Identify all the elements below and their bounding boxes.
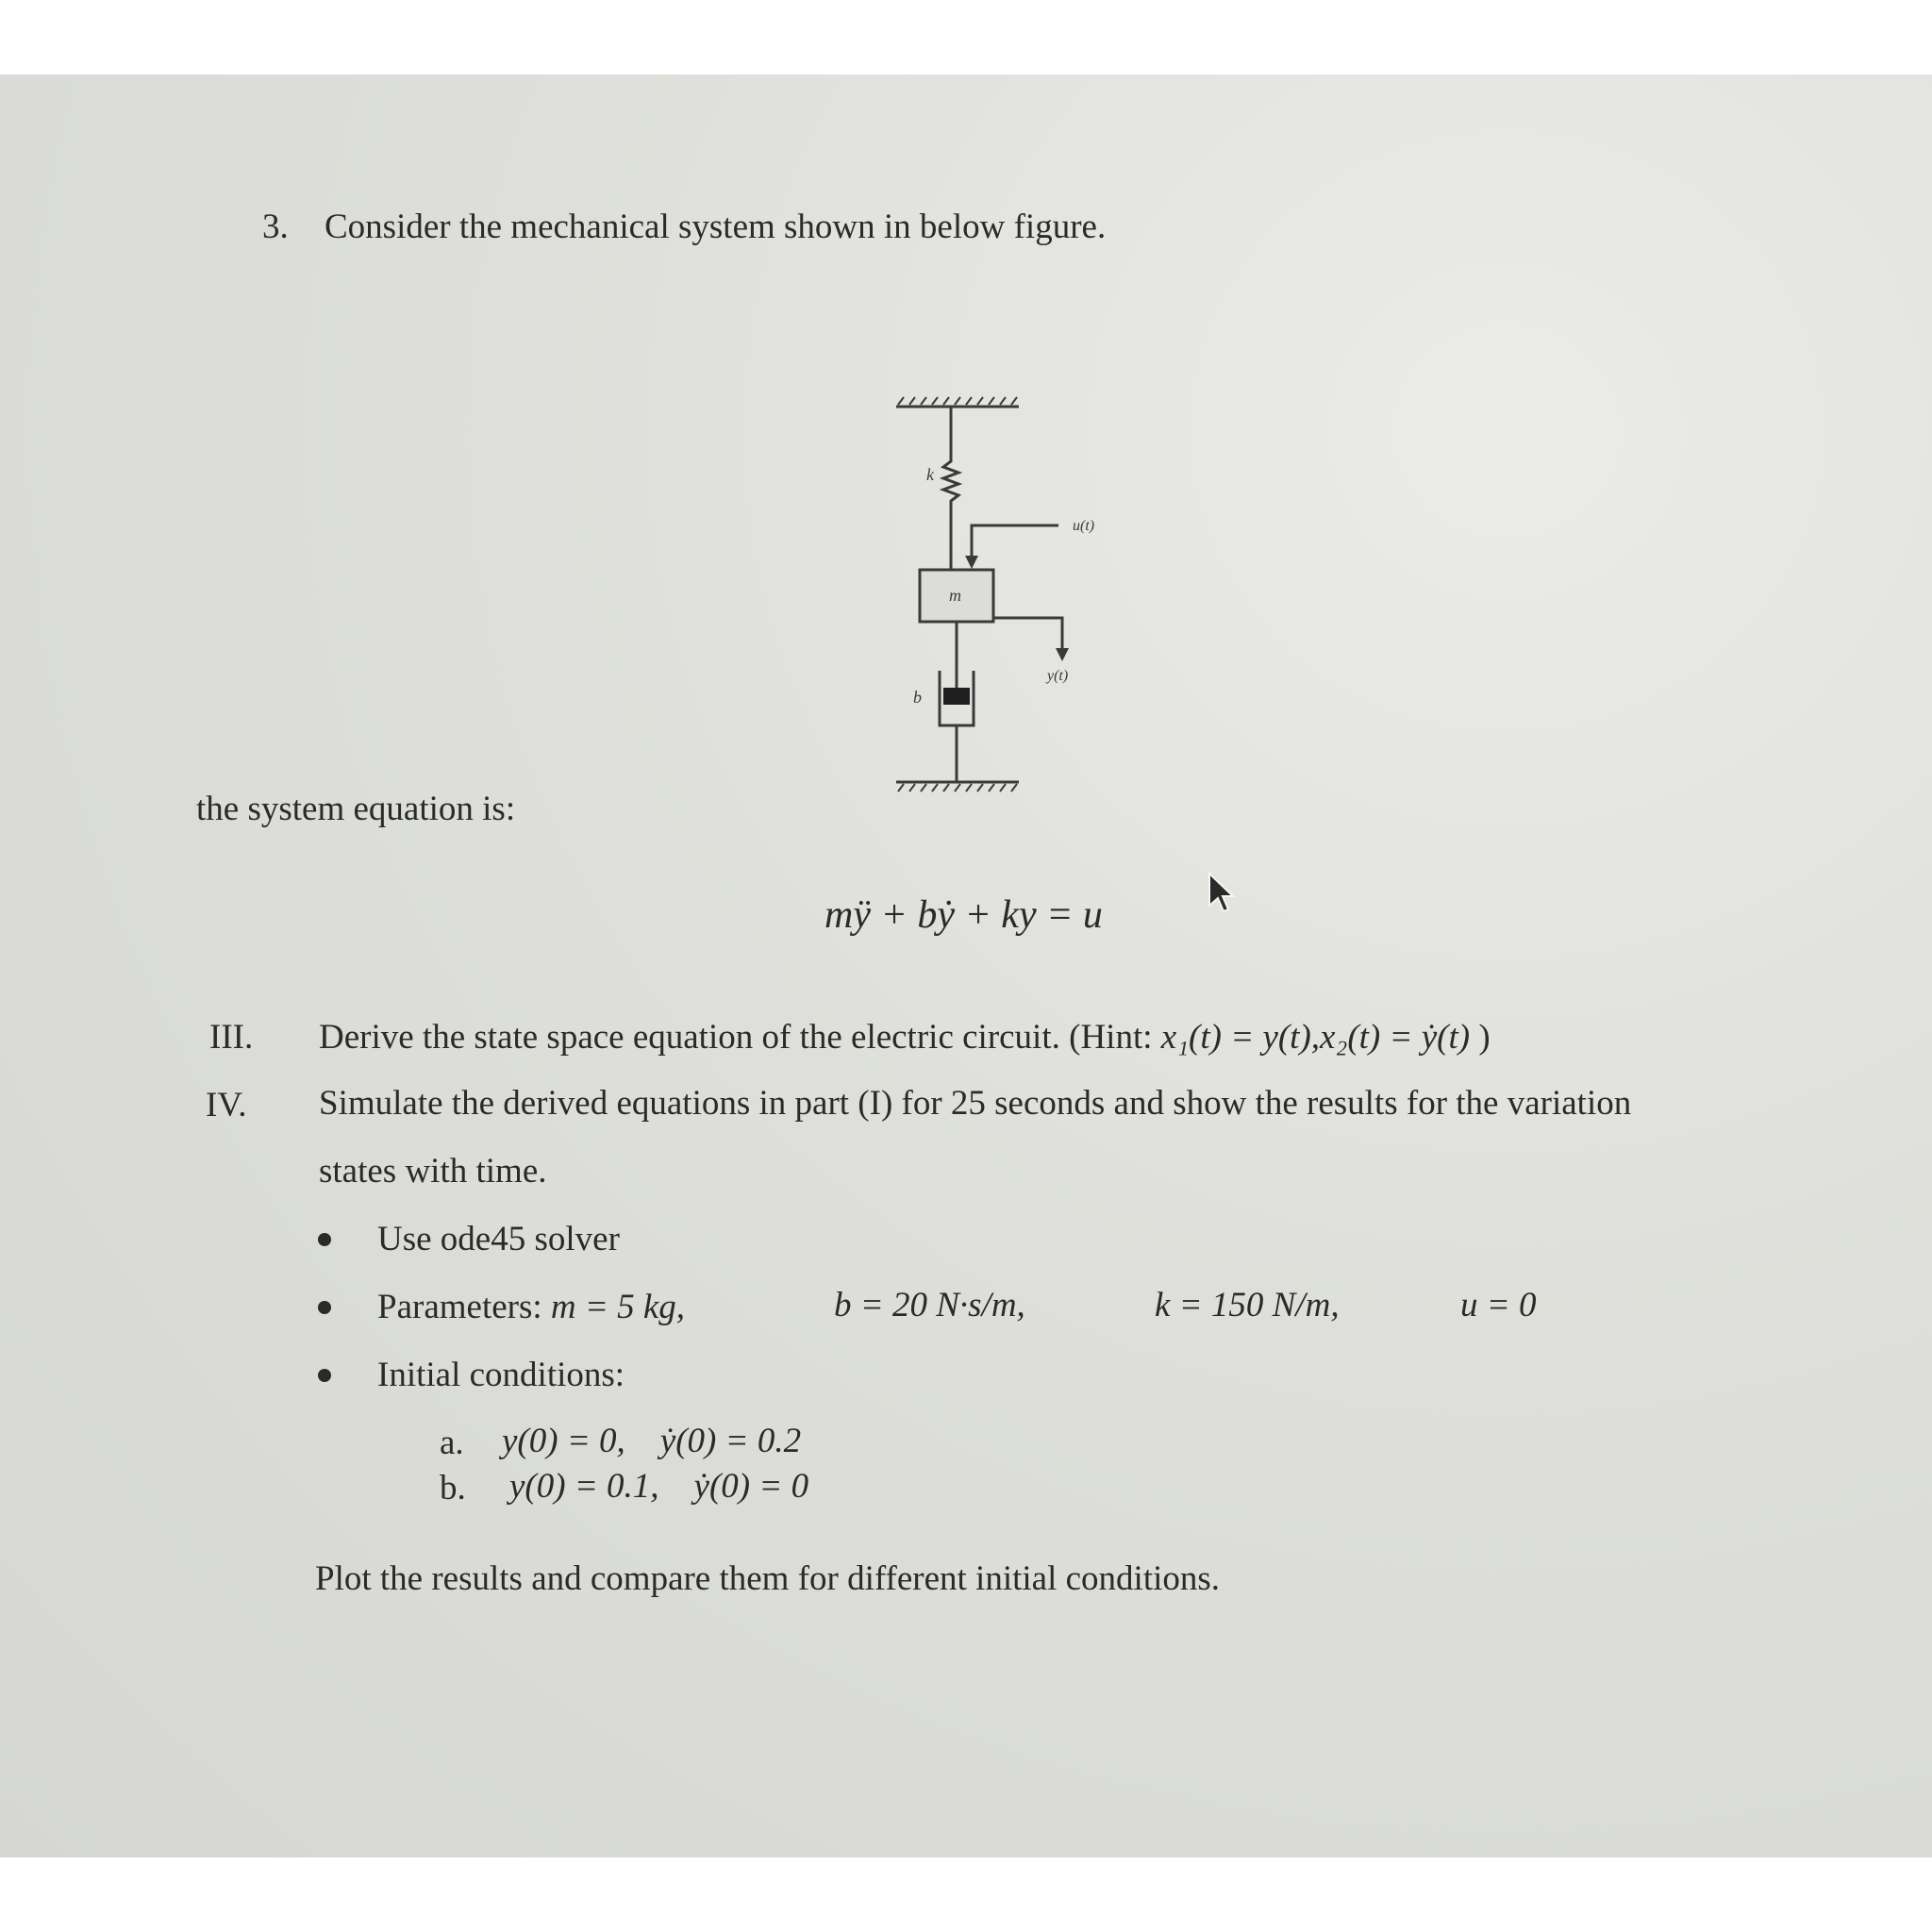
mass-spring-damper-figure bbox=[877, 310, 1113, 820]
spring-label: k bbox=[926, 465, 934, 484]
displacement-arrowhead bbox=[1056, 648, 1069, 661]
param-u: u = 0 bbox=[1460, 1286, 1537, 1324]
bullet-solver: Use ode45 solver bbox=[377, 1220, 620, 1258]
bottom-ground-hatch bbox=[898, 784, 1017, 791]
bullet-dot bbox=[318, 1301, 331, 1314]
params-label: Parameters: bbox=[377, 1288, 551, 1326]
part-iii-hint: x₁(t) = y(t),x₂(t) = ẏ(t) bbox=[1160, 1018, 1471, 1057]
part-iii-close: ) bbox=[1470, 1018, 1491, 1057]
force-label: u(t) bbox=[1073, 518, 1095, 534]
bullet-initial-label: Initial conditions: bbox=[377, 1356, 625, 1394]
part-iv-continuation: states with time. bbox=[319, 1152, 547, 1191]
condition-a-letter: a. bbox=[440, 1424, 464, 1462]
question-number: 3. bbox=[262, 208, 289, 246]
spring bbox=[943, 407, 958, 570]
mass-label: m bbox=[949, 586, 961, 605]
bullet-params bbox=[377, 1290, 685, 1324]
top-ground-hatch bbox=[898, 397, 1017, 405]
damper-label: b bbox=[913, 688, 922, 707]
condition-b-letter: b. bbox=[440, 1469, 466, 1507]
condition-a: y(0) = 0, ẏ(0) = 0.2 bbox=[502, 1422, 802, 1460]
displacement-arrow bbox=[993, 618, 1062, 650]
part-iv-text: Simulate the derived equations in part (I) for 25 seconds and show the results for the variation bbox=[319, 1084, 1632, 1123]
part-iii-body: Derive the state space equation of the electric circuit. (Hint: bbox=[319, 1018, 1161, 1057]
closing-instruction: Plot the results and compare them for different initial conditions. bbox=[315, 1559, 1221, 1598]
condition-b: y(0) = 0.1, ẏ(0) = 0 bbox=[509, 1467, 809, 1506]
system-equation: mÿ + bẏ + ky = u bbox=[824, 893, 1103, 937]
part-iii-text bbox=[319, 1020, 1491, 1055]
force-arrow bbox=[972, 525, 1058, 558]
bullet-dot bbox=[318, 1233, 331, 1246]
force-arrowhead bbox=[965, 556, 978, 569]
document-photo bbox=[0, 75, 1932, 1857]
param-m: m = 5 kg, bbox=[550, 1288, 686, 1326]
part-iv-numeral: IV. bbox=[206, 1086, 247, 1124]
param-b: b = 20 N·s/m, bbox=[834, 1286, 1025, 1324]
part-iii-numeral: III. bbox=[209, 1018, 254, 1057]
param-k: k = 150 N/m, bbox=[1155, 1286, 1340, 1324]
mouse-pointer-icon bbox=[1208, 872, 1236, 917]
damper-piston bbox=[943, 688, 970, 705]
bullet-dot bbox=[318, 1369, 331, 1382]
question-intro: Consider the mechanical system shown in below figure. bbox=[325, 208, 1107, 246]
displacement-label: y(t) bbox=[1047, 668, 1069, 684]
equation-lead: the system equation is: bbox=[196, 790, 516, 828]
